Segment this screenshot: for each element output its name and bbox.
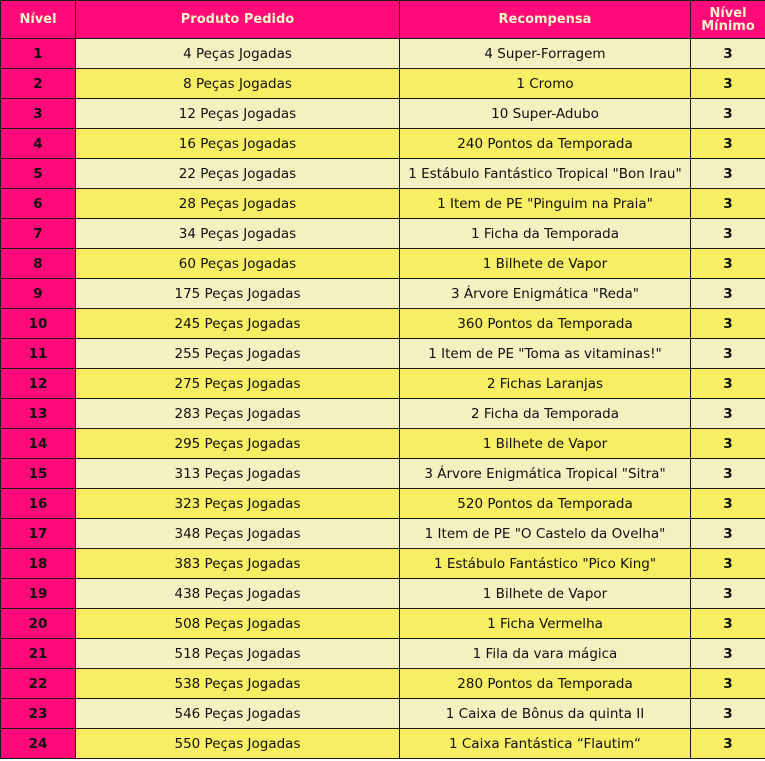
- product-cell: 34 Peças Jogadas: [76, 219, 400, 249]
- table-row: [1, 549, 765, 579]
- level-cell: 13: [1, 399, 76, 429]
- min-level-cell: 3: [691, 729, 765, 759]
- min-level-cell: 3: [691, 159, 765, 189]
- level-cell: 6: [1, 189, 76, 219]
- min-level-cell: 3: [691, 39, 765, 69]
- header-min-level: [691, 1, 765, 39]
- min-level-cell: 3: [691, 369, 765, 399]
- level-cell: 8: [1, 249, 76, 279]
- table-row: [1, 489, 765, 519]
- table-row: [1, 399, 765, 429]
- reward-cell: 1 Ficha da Temporada: [400, 219, 691, 249]
- table-row: [1, 159, 765, 189]
- level-cell: 21: [1, 639, 76, 669]
- level-cell: 20: [1, 609, 76, 639]
- reward-cell: 1 Caixa de Bônus da quinta II: [400, 699, 691, 729]
- product-cell: 245 Peças Jogadas: [76, 309, 400, 339]
- reward-cell: 10 Super-Adubo: [400, 99, 691, 129]
- table-body: [1, 39, 765, 759]
- reward-cell: 3 Árvore Enigmática "Reda": [400, 279, 691, 309]
- min-level-cell: 3: [691, 339, 765, 369]
- product-cell: 313 Peças Jogadas: [76, 459, 400, 489]
- reward-cell: 2 Fichas Laranjas: [400, 369, 691, 399]
- min-level-cell: 3: [691, 489, 765, 519]
- reward-cell: 280 Pontos da Temporada: [400, 669, 691, 699]
- min-level-cell: 3: [691, 669, 765, 699]
- header-level: Nível: [1, 1, 76, 39]
- product-cell: 16 Peças Jogadas: [76, 129, 400, 159]
- table-row: [1, 459, 765, 489]
- min-level-cell: 3: [691, 429, 765, 459]
- product-cell: 550 Peças Jogadas: [76, 729, 400, 759]
- table-row: [1, 579, 765, 609]
- level-cell: 9: [1, 279, 76, 309]
- table-row: [1, 309, 765, 339]
- table-row: [1, 609, 765, 639]
- level-cell: 11: [1, 339, 76, 369]
- level-cell: 22: [1, 669, 76, 699]
- table-row: [1, 729, 765, 759]
- reward-cell: 1 Item de PE "Pinguim na Praia": [400, 189, 691, 219]
- level-cell: 2: [1, 69, 76, 99]
- level-cell: 14: [1, 429, 76, 459]
- reward-cell: 1 Cromo: [400, 69, 691, 99]
- min-level-cell: 3: [691, 579, 765, 609]
- table-row: [1, 249, 765, 279]
- table-row: [1, 519, 765, 549]
- product-cell: 538 Peças Jogadas: [76, 669, 400, 699]
- reward-cell: 4 Super-Forragem: [400, 39, 691, 69]
- product-cell: 323 Peças Jogadas: [76, 489, 400, 519]
- header-min-level-line1: Nível: [709, 5, 747, 21]
- product-cell: 175 Peças Jogadas: [76, 279, 400, 309]
- product-cell: 518 Peças Jogadas: [76, 639, 400, 669]
- level-cell: 15: [1, 459, 76, 489]
- product-cell: 22 Peças Jogadas: [76, 159, 400, 189]
- min-level-cell: 3: [691, 69, 765, 99]
- min-level-cell: 3: [691, 129, 765, 159]
- min-level-cell: 3: [691, 189, 765, 219]
- reward-cell: 360 Pontos da Temporada: [400, 309, 691, 339]
- product-cell: 295 Peças Jogadas: [76, 429, 400, 459]
- min-level-cell: 3: [691, 549, 765, 579]
- product-cell: 4 Peças Jogadas: [76, 39, 400, 69]
- min-level-cell: 3: [691, 249, 765, 279]
- level-cell: 4: [1, 129, 76, 159]
- min-level-cell: 3: [691, 399, 765, 429]
- product-cell: 508 Peças Jogadas: [76, 609, 400, 639]
- table-row: [1, 669, 765, 699]
- min-level-cell: 3: [691, 609, 765, 639]
- reward-cell: 1 Bilhete de Vapor: [400, 429, 691, 459]
- product-cell: 348 Peças Jogadas: [76, 519, 400, 549]
- product-cell: 283 Peças Jogadas: [76, 399, 400, 429]
- reward-cell: 2 Ficha da Temporada: [400, 399, 691, 429]
- product-cell: 60 Peças Jogadas: [76, 249, 400, 279]
- level-cell: 17: [1, 519, 76, 549]
- level-cell: 5: [1, 159, 76, 189]
- level-cell: 19: [1, 579, 76, 609]
- product-cell: 383 Peças Jogadas: [76, 549, 400, 579]
- table-row: [1, 99, 765, 129]
- level-cell: 1: [1, 39, 76, 69]
- table-row: [1, 699, 765, 729]
- table-row: [1, 339, 765, 369]
- table-row: [1, 429, 765, 459]
- reward-cell: 1 Caixa Fantástica “Flautim“: [400, 729, 691, 759]
- min-level-cell: 3: [691, 219, 765, 249]
- level-cell: 3: [1, 99, 76, 129]
- level-cell: 23: [1, 699, 76, 729]
- reward-cell: 1 Estábulo Fantástico Tropical "Bon Irau": [400, 159, 691, 189]
- table-row: [1, 219, 765, 249]
- level-cell: 7: [1, 219, 76, 249]
- table-row: [1, 129, 765, 159]
- min-level-cell: 3: [691, 309, 765, 339]
- table-row: [1, 39, 765, 69]
- reward-cell: 3 Árvore Enigmática Tropical "Sitra": [400, 459, 691, 489]
- level-cell: 24: [1, 729, 76, 759]
- product-cell: 275 Peças Jogadas: [76, 369, 400, 399]
- table-row: [1, 189, 765, 219]
- table-row: [1, 639, 765, 669]
- table-row: [1, 279, 765, 309]
- reward-cell: 1 Bilhete de Vapor: [400, 249, 691, 279]
- product-cell: 438 Peças Jogadas: [76, 579, 400, 609]
- reward-cell: 1 Item de PE "O Castelo da Ovelha": [400, 519, 691, 549]
- min-level-cell: 3: [691, 279, 765, 309]
- reward-cell: 1 Bilhete de Vapor: [400, 579, 691, 609]
- header-reward: Recompensa: [400, 1, 691, 39]
- level-cell: 10: [1, 309, 76, 339]
- header-product: Produto Pedido: [76, 1, 400, 39]
- min-level-cell: 3: [691, 699, 765, 729]
- min-level-cell: 3: [691, 519, 765, 549]
- product-cell: 28 Peças Jogadas: [76, 189, 400, 219]
- product-cell: 546 Peças Jogadas: [76, 699, 400, 729]
- reward-cell: 520 Pontos da Temporada: [400, 489, 691, 519]
- reward-cell: 240 Pontos da Temporada: [400, 129, 691, 159]
- min-level-cell: 3: [691, 459, 765, 489]
- product-cell: 8 Peças Jogadas: [76, 69, 400, 99]
- reward-cell: 1 Estábulo Fantástico "Pico King": [400, 549, 691, 579]
- product-cell: 255 Peças Jogadas: [76, 339, 400, 369]
- header-row: [1, 1, 765, 39]
- min-level-cell: 3: [691, 99, 765, 129]
- level-cell: 12: [1, 369, 76, 399]
- reward-cell: 1 Item de PE "Toma as vitaminas!": [400, 339, 691, 369]
- header-min-level-line2: Mínimo: [701, 18, 755, 34]
- reward-cell: 1 Ficha Vermelha: [400, 609, 691, 639]
- product-cell: 12 Peças Jogadas: [76, 99, 400, 129]
- level-cell: 16: [1, 489, 76, 519]
- table-header: [1, 1, 765, 39]
- table-row: [1, 369, 765, 399]
- table-row: [1, 69, 765, 99]
- reward-cell: 1 Fila da vara mágica: [400, 639, 691, 669]
- level-cell: 18: [1, 549, 76, 579]
- min-level-cell: 3: [691, 639, 765, 669]
